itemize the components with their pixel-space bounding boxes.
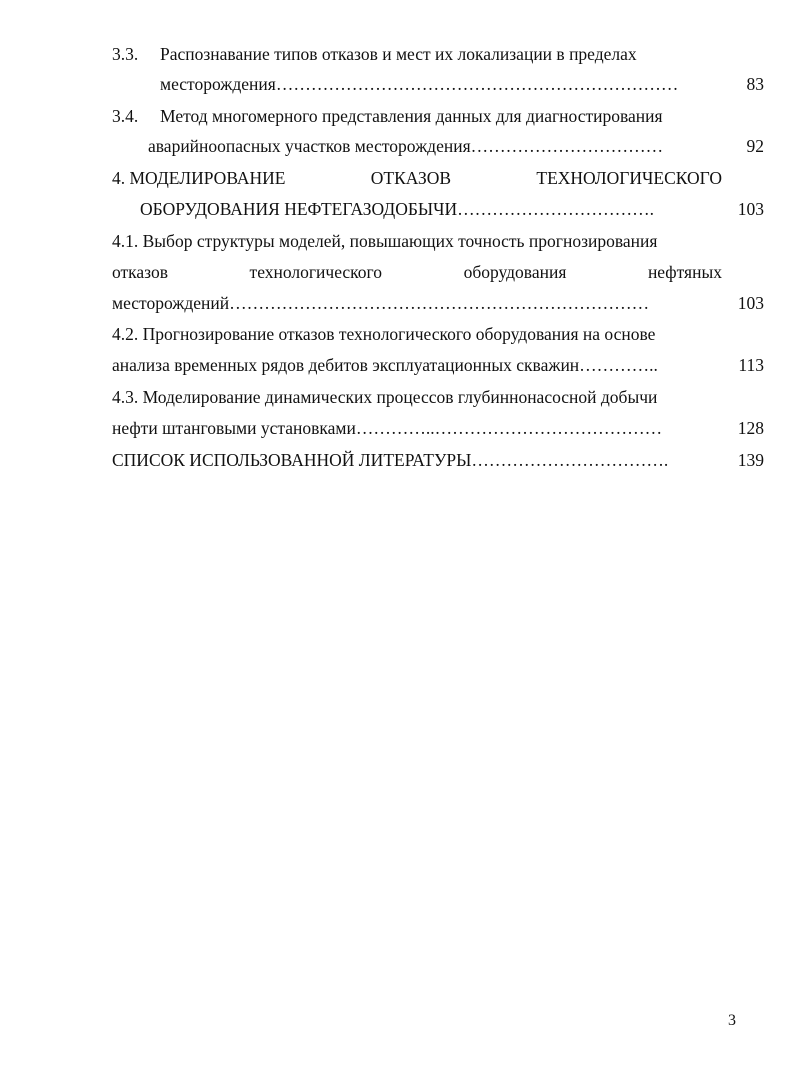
section-word: оборудования	[463, 262, 567, 282]
toc-entry-4-cont	[0, 197, 794, 221]
toc-entry-3-3-cont	[0, 72, 794, 96]
section-title: 4.3. Моделирование динамических процессов глубиннонасосной добычи	[112, 387, 658, 407]
toc-entry-4-2-cont	[0, 353, 794, 377]
section-number: 3.3.	[112, 44, 139, 64]
section-title-cont: нефти штанговыми установками…………..…………………………………	[112, 418, 663, 438]
section-word: ОТКАЗОВ	[370, 168, 452, 188]
toc-entry-4-2	[0, 322, 794, 346]
references-title: СПИСОК ИСПОЛЬЗОВАННОЙ ЛИТЕРАТУРЫ…………………………….	[112, 450, 669, 470]
toc-entry-4-3-cont	[0, 416, 794, 440]
toc-entry-references	[0, 448, 794, 472]
section-word: ТЕХНОЛОГИЧЕСКОГО	[536, 168, 722, 188]
section-title-cont: аварийноопасных участков месторождения……………………………	[148, 136, 664, 156]
toc-entry-4-1-cont2	[0, 291, 794, 315]
section-title-cont: анализа временных рядов дебитов эксплуатационных скважин…………..	[112, 355, 658, 375]
section-title: 4.1. Выбор структуры моделей, повышающих точность прогнозирования	[112, 231, 658, 251]
section-title-cont: месторождения……………………………………………………………	[160, 74, 679, 94]
page-ref: 139	[737, 450, 764, 470]
section-word: отказов	[112, 262, 168, 282]
section-title-cont: ОБОРУДОВАНИЯ НЕФТЕГАЗОДОБЫЧИ…………………………….	[140, 199, 655, 219]
toc-entry-4-3	[0, 385, 794, 409]
section-title: Метод многомерного представления данных для диагностирования	[160, 106, 663, 126]
page-ref: 103	[737, 199, 764, 219]
page-ref: 128	[737, 418, 764, 438]
page-ref: 103	[737, 293, 764, 313]
toc-entry-3-3	[0, 42, 794, 66]
section-word: технологического	[249, 262, 383, 282]
section-word: нефтяных	[647, 262, 722, 282]
section-number: 3.4.	[112, 106, 139, 126]
page-ref: 113	[738, 355, 764, 375]
page-ref: 83	[746, 74, 764, 94]
page-number: 3	[728, 1012, 736, 1029]
toc-entry-3-4-cont	[0, 134, 794, 158]
section-title: 4.2. Прогнозирование отказов технологического оборудования на основе	[112, 324, 656, 344]
section-title: Распознавание типов отказов и мест их локализации в пределах	[160, 44, 637, 64]
section-word: 4. МОДЕЛИРОВАНИЕ	[112, 168, 286, 188]
toc-entry-4	[0, 166, 794, 190]
toc-entry-4-1-cont	[0, 260, 794, 284]
toc-entry-3-4	[0, 104, 794, 128]
page-ref: 92	[746, 136, 764, 156]
section-title-cont: месторождений………………………………………………………………	[112, 293, 650, 313]
toc-entry-4-1	[0, 229, 794, 253]
